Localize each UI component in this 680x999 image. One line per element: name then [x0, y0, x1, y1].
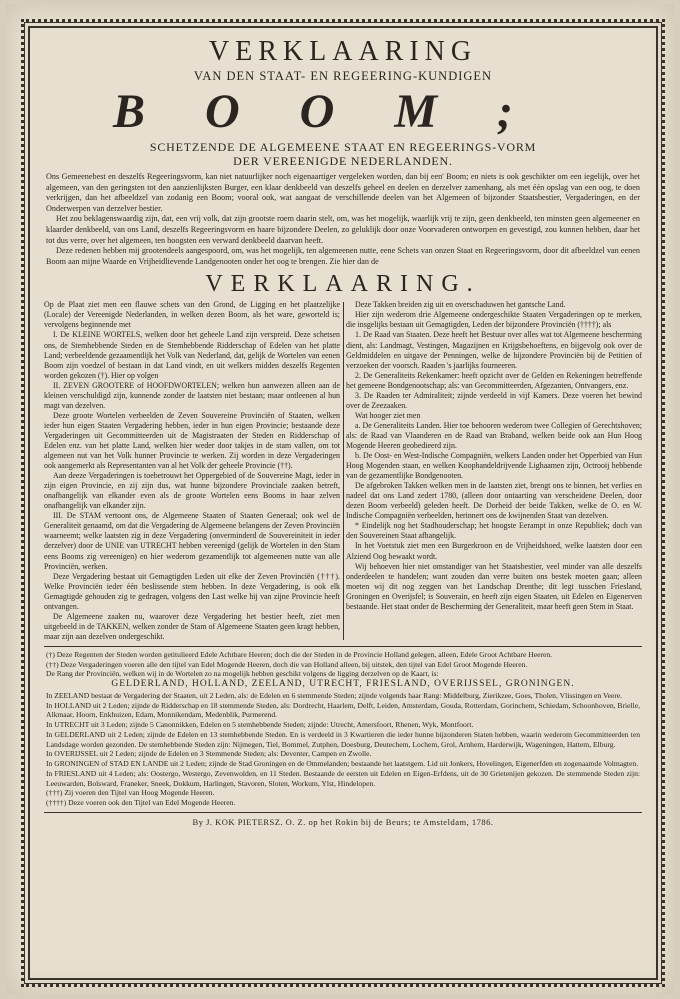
footnote: (†) Deze Regenten der Steden worden getitulieerd Edele Achtbare Heeren; doch die der Steden in de Provincie Holland gelegen, alleen, Edele Groot Achtbare Heeren. — [46, 649, 553, 659]
broadsheet — [6, 4, 674, 994]
horizontal-rule — [44, 812, 642, 813]
left-column — [44, 300, 340, 642]
horizontal-rule — [44, 646, 642, 647]
footnote: In FRIESLAND uit 4 Leden; als: Oostergo, Westergo, Zevenwolden, en 11 Steden. Bestaande de eersten uit Edelen en Eigen-Erfdens, uit de 30 Grietenijen gekozen. De stemmende Steden zijn: Leeuwarden, Bolsward, Franeker, Sneek, Dokkum, Harlingen, Stavoren, Sloten, Workum, Ylst, Hindelopen. — [46, 768, 640, 788]
footnote: In HOLLAND uit 2 Leden; zijnde de Ridderschap en 18 stemmende Steden, als: Dordrecht, Haarlem, Delft, Leiden, Amsterdam, Gouda, Rotterdam, Gorinchem, Schiedam, Schoonhoven, Brielle, Alkmaar, Hoorn, Enkhuizen, Edam, Monnikendam, Medenblik, Purmerend. — [46, 700, 640, 720]
footnote: In GELDERLAND uit 2 Leden; zijnde de Edelen en 13 stemhebbende Steden. En is verdeeld in 3 Kwartieren die ieder hunne bijzonderen Staten hebben, waarin wederom Gecommitteerden ten Landsdage worden gezonden. De stemhebbende Steden zijn: Nijmegen, Tiel, Bommel, Zutphen, Doesburg, Deutechem, Lochem, Grol, Arnhem, Harderwijk, Wageningen, Hattem, Elburg. — [46, 729, 640, 749]
paragraph: II. ZEVEN GROOTERE of HOOFDWORTELEN; welken hun aanwezen alleen aan de kleinen verschuldigd zijn, kunnende zonder de laatsten niet bestaan; maar ontleenen al hun magt van dezelven. — [44, 380, 340, 410]
paragraph: Aan deeze Vergaderingen is toebetrouwt het Oppergebied of de Souvereine Magt, ieder in zijn eigen Provincie, en zij zijn dus, wat hunne bijzondere Provinciale zaaken betreft, onafhangelijk van elkander even als de groote Wortelen eens Booms in haar zelven onafhangelijk van elkander zijn. — [44, 471, 340, 511]
paragraph: 2. De Generaliteits Rekenkamer: heeft opzicht over de Gelden en Rekeningen betreffende het gemeene Bondgenootschap; als: van Gecommitteerden, Afgezanten, Ontvangers, enz. — [346, 370, 642, 390]
right-column — [346, 300, 642, 642]
two-column-body — [44, 300, 642, 642]
decorative-border — [28, 26, 658, 980]
paragraph: Op de Plaat ziet men een flauwe schets van den Grond, de Ligging en het plaatzelijke (Locale) der Vereenigde Nederlanden, in welken dezen Boom, als het ware, geworteld is; vervolgens beginnende met — [44, 300, 340, 330]
imprint: By J. KOK PIETERSZ. O. Z. op het Rokin bij de Beurs; te Amsteldam, 1786. — [192, 816, 494, 827]
paragraph: III. De STAM vertoont ons, de Algemeene Staaten of Staaten Generaal; ook wel de Generaliteit genaamd, om dat die Vergadering de Algemeene belangens der Zeven Provinciën waarneemt; welke laatsten zig in deze Vergadering (onverminderd de Souvereiniteit in ieder derzelver) door de UNIE van UTRECHT hebben vereenigd (gelijk de Wortelen in den Stam eens Booms zig vereenigen) en hier wederom gezamentlijk tot algemeenen nutte van alle Provinciën, werken. — [44, 511, 340, 571]
title-verklaring: VERKLAARING — [208, 36, 478, 67]
title-subline: VAN DEN STAAT- EN REGEERING-KUNDIGEN — [193, 69, 493, 83]
paragraph: b. De Oost- en West-Indische Compagniën, welkers Landen onder het Opperbied van Hun Hoog Mogenden staan, en welken Koophandeldrijvende Lighaamen zijn, Octrooij hebbende van de gezamentlijke Bondgenooten. — [346, 451, 642, 481]
footnote: In ZEELAND bestaat de Vergadering der Staaten, uit 2 Leden, als: de Edelen en 6 stemmende Steden; zijnde volgends haar Rang: Middelburg, Zierikzee, Goes, Tholen, Vlissingen en Veere. — [46, 690, 623, 700]
intro-paragraph: Het zou beklagenswaardig zijn, dat, een vrij volk, dat zijn grootste roem daarin stelt, om, was het mogelijk, waarlijk vrij te zijn, geen denkbeeld, ten minsten geen algemeener en klaarder denkbeeld, van ons Land, deszelfs Regeeringsvorm en haare bijzondere Deelen, zo geluklijk door onze Voorvaderen ontworpen en gevestigd, zou kunnen hebben, daar het tot dus verre, over het algemeen, ten hoogsten een verward denkbeeld daarvan heeft. — [46, 214, 640, 245]
footnote: De Rang der Provinciën, welken wij in de Wortelen zo na mogelijk hebben geschikt volgens de ligging derzelven op de Kaart, is: — [46, 669, 439, 679]
introduction — [46, 172, 640, 267]
content — [40, 36, 646, 827]
paragraph: De Algemeene zaaken nu, waarover deze Vergadering het bestier heeft, ziet men uitgebeeld in de TAKKEN, welken zonder de Stam of Algemeene Staaten geen kragt hebben, maar zijn aan dezelven ondergeschikt. — [44, 611, 340, 641]
footnote: In UTRECHT uit 3 Leden; zijnde 5 Canonnikken, Edelen en 5 stemhebbende Steden; zijnde: Utrecht, Amersfoort, Rhenen, Wyk, Montfoort. — [46, 720, 474, 730]
paragraph: Deze Vergadering bestaat uit Gemagtigden Leden uit elke der Zeven Provinciën (†††). Welke Provinciën ieder één beslissende stem hebben. In deze Vergadering, is ook elk Gemagtigde gehouden zig te gedragen, volgens den Last welke hij van zijne Provincie heeft ontvangen. — [44, 571, 340, 611]
paragraph: 3. De Raaden ter Admiraliteit; zijnde verdeeld in vijf Kamers. Deze voeren het bewind over de Zeezaaken. — [346, 390, 642, 410]
footnote: (†††) Zij voeren den Tijtel van Hoog Mogende Heeren. — [46, 788, 215, 798]
title-nederlanden: DER VEREENIGDE NEDERLANDEN. — [233, 154, 453, 168]
footnote: (††††) Deze voeren ook den Tijtel van Edel Mogende Heeren. — [46, 798, 236, 808]
footnotes — [46, 650, 640, 808]
intro-paragraph: Ons Gemeenebest en deszelfs Regeeringsvorm, kan niet natuurlijker noch eigenaartiger vergeleken worden, dan bij een' Boom; en niets is ook geschikter om een iegelijk, over het algemeen, van den geringsten tot den aanzienlijksten Burger, een klaar denkbeeld van deszelfs geheel en deelen en derzelver zamenhang, als met één opslag van een oog, te doen verkrijgen, dan het afbeeldzel van zodanig een Boom; vooral ook, wat aangaat de verschillende deelen van het Algemeen of bijzonder Staatsbestier, Vergaderingen, en der Onderwerpen van derzelver bestier. — [46, 172, 640, 213]
paragraph: Deze Takken breiden zig uit en overschaduwen het gantsche Land. — [355, 300, 566, 310]
paragraph: Wat hooger ziet men — [355, 410, 421, 420]
paragraph: Hier zijn wederom drie Algemeene ondergeschikte Staaten Vergaderingen op te merken, die insgelijks bestaan uit Gemagtigden, Leden der bijzondere Provinciën (††††); als — [346, 310, 642, 330]
paragraph: 1. De Raad van Staaten. Deze heeft het Bestuur over alles wat tot Algemeene bescherming dient, als: Landmagt, Vestingen, Magazijnen en Krijgsbehoeftens, en bijgevolg ook over de Geldmiddelen en uitgave der Penningen, welke de bijzondere Provinciën bij de Petitien of verzoeken der voorsch. Raaden 's jaarlijks fourneeren. — [346, 330, 642, 370]
section-heading: VERKLAARING. — [205, 271, 481, 298]
footnote: In OVERIJSSEL uit 2 Leden; zijnde de Edelen en 3 Stemmende Steden; als: Deventer, Campen en Zwolle. — [46, 749, 372, 759]
province-rank: GELDERLAND, HOLLAND, ZEELAND, UTRECHT, FRIESLAND, OVERIJSSEL, GRONINGEN. — [111, 679, 575, 690]
paragraph: Deze groote Wortelen verbeelden de Zeven Souvereine Provinciën of Staaten, welken ieder hun eigen Staaten Vergadering hebben, ieder in hun eigen Provincie; bestaande deze Vergaderingen uit Gecommitteerden uit de Magistraaten der Steden en Ridderschap of Edelen enz. van het platte Land, welken hier weder door takjes in de stam vallen, om tot algemeen nut van het Volk hunner Provincie te werken. Zij worden in deze Vergaderingen ook aangemerkt als Representanten van al het Volk der geheele Provincie (††). — [44, 410, 340, 471]
paragraph: In het Voetstuk ziet men een Burgerkroon en de Vrijheidshoed, welke laatsten door een Alziend Oog bewaakt wordt. — [346, 541, 642, 561]
paragraph: a. De Generaliteits Landen. Hier toe behooren wederom twee Collegien of Gerechtshoven; als: de Raad van Vlaanderen en de Raad van Braband, welken beide ook aan Hun Hoog Mogende Heeren geobedieerd zijn. — [346, 420, 642, 450]
title-description: SCHETZENDE DE ALGEMEENE STAAT EN REGEERINGS-VORM — [149, 140, 537, 154]
paragraph: * Eindelijk nog het Stadhouderschap; het hoogste Eerampt in onze Republiek; doch van den Souvereinen Staat afhangelijk. — [346, 521, 642, 541]
title-boom: BOOM; — [112, 85, 573, 138]
paragraph: De afgebroken Takken welken men in de laatsten ziet, brengt ons te binnen, het verlies en nadeel dat ons Land zedert 1780, (alleen door ontaarting van verscheidene Deelen, door dezen Boom verbeeld) geleden heeft. De Dorheid der beide Takken, welke de O. en W. Indische Compagniën verbeelden, herinnert ons de kwijnenden Staat van dezelven. — [346, 481, 642, 521]
footnote: In GRONINGEN of STAD EN LANDE uit 2 Leden; zijnde de Stad Groningen en de Ommelanden; bestaande het laatstgem. Lid uit Jonkers, Hovelingen, Eigenerfden en zogenaamde Volmagten. — [46, 759, 639, 769]
intro-paragraph: Deze redenen hebben mij grootendeels aangespoord, om, was het mogelijk, ten algemeenen nutte, eene Schets van onzen Staat en Regeeringsvorm, door dit afbeeldzel van eenen Boom aan mijne Waarde en Vrijheidlievende Landgenooten onder het oog te brengen. Zie hier dan de — [46, 246, 640, 266]
column-divider — [343, 302, 344, 640]
paragraph: Wij behoeven hier niet omstandiger van het Staatsbestier, veel minder van alle deszelfs onderdeelen te handelen; want zouden dan verre buiten ons bestek moeten gaan; alleen moeten wij dit nog zeggen van het Landschap Drenthe; dit legt tusschen Friesland, Groningen en Overijsfel; is Souverain, en heeft zijn eigen Staaten, uit Edelen en Eigenerven bestaande. Het staat onder de Bescherming der Generaliteit, maar heeft geen Stem in Staat. — [346, 561, 642, 611]
footnote: (††) Deze Vergaderingen voeren alle den tijtel van Edel Mogende Heeren, doch die van Holland alleen, bij uitstek, den tijtel van Edel Groot Mogende Heeren. — [46, 659, 528, 669]
paragraph: I. De KLEINE WORTELS, welken door het geheele Land zijn verspreid. Deze schetsen ons, de Stemhebbende Steden en de Stemhebbende Ridderschap of Edelen van het platte Land; verbeeldende gezaamentlijk het Volk van Nederland, dat, gelijk de Wortelen van eenen Boom zijn voedzel of bestaan in dat Land vindt, en uit welkers midden deszelfs Regenten worden gekozen (†). Hier op volgen — [44, 330, 340, 380]
